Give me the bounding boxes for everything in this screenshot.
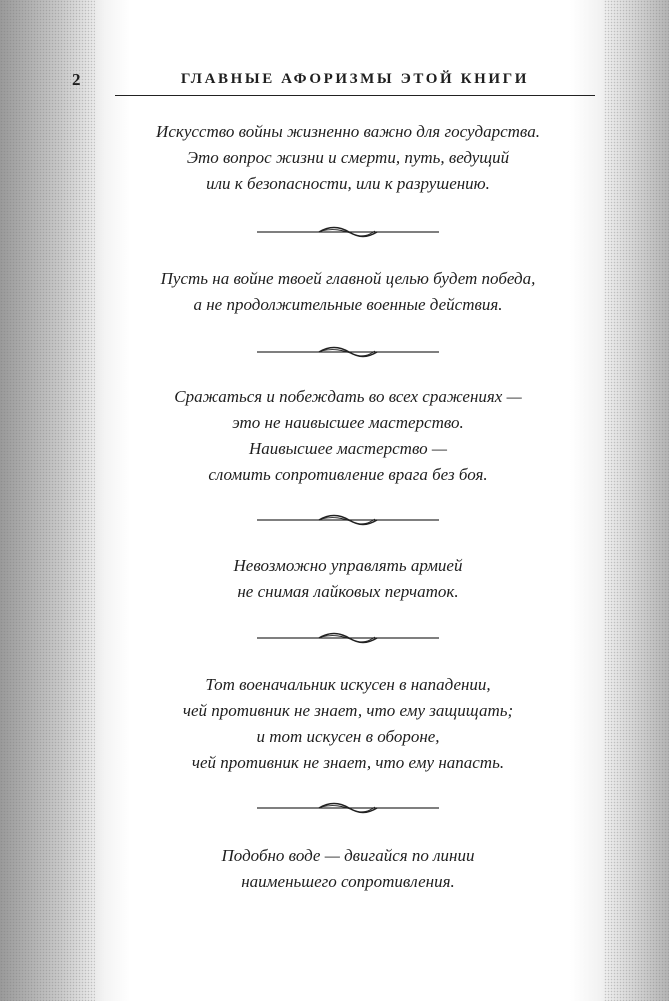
ornament-divider-icon: [257, 801, 439, 815]
aphorism: [100, 266, 596, 318]
aphorism-line: чей противник не знает, что ему защищать;: [182, 701, 514, 720]
aphorism-line: Наивысшее мастерство —: [249, 439, 447, 458]
aphorism-line: Пусть на войне твоей главной целью будет победа,: [160, 269, 536, 288]
page-number: 2: [72, 70, 81, 89]
aphorism-line: не снимая лайковых перчаток.: [237, 582, 459, 601]
page-edge-shading-left: [0, 0, 95, 1001]
aphorism-line: сломить сопротивление врага без боя.: [208, 465, 488, 484]
page-edge-shading-right: [604, 0, 669, 1001]
aphorism-line: это не наивысшее мастерство.: [232, 413, 464, 432]
ornament-divider-icon: [257, 225, 439, 239]
aphorism-line: Это вопрос жизни и смерти, путь, ведущий: [186, 148, 510, 167]
ornament-divider-icon: [257, 631, 439, 645]
aphorism-line: чей противник не знает, что ему напасть.: [191, 753, 505, 772]
aphorism: [100, 843, 596, 895]
ornament-divider-icon: [257, 345, 439, 359]
aphorism-line: Сражаться и побеждать во всех сражениях —: [174, 387, 522, 406]
aphorism-line: Невозможно управлять армией: [233, 556, 463, 575]
aphorism: [100, 384, 596, 488]
ornament-divider-icon: [257, 513, 439, 527]
aphorism: [100, 553, 596, 605]
running-title: ГЛАВНЫЕ АФОРИЗМЫ ЭТОЙ КНИГИ: [180, 71, 530, 87]
aphorism-line: наименьшего сопротивления.: [241, 872, 455, 891]
aphorism-line: и тот искусен в обороне,: [256, 727, 440, 746]
header-rule: [115, 95, 595, 96]
aphorism-line: Подобно воде — двигайся по линии: [221, 846, 475, 865]
aphorism-line: или к безопасности, или к разрушению.: [206, 174, 490, 193]
aphorism-line: а не продолжительные военные действия.: [193, 295, 503, 314]
aphorism: [100, 672, 596, 776]
aphorism: [100, 119, 596, 197]
aphorism-line: Искусство войны жизненно важно для государства.: [156, 122, 540, 141]
aphorism-line: Тот военачальник искусен в нападении,: [205, 675, 491, 694]
